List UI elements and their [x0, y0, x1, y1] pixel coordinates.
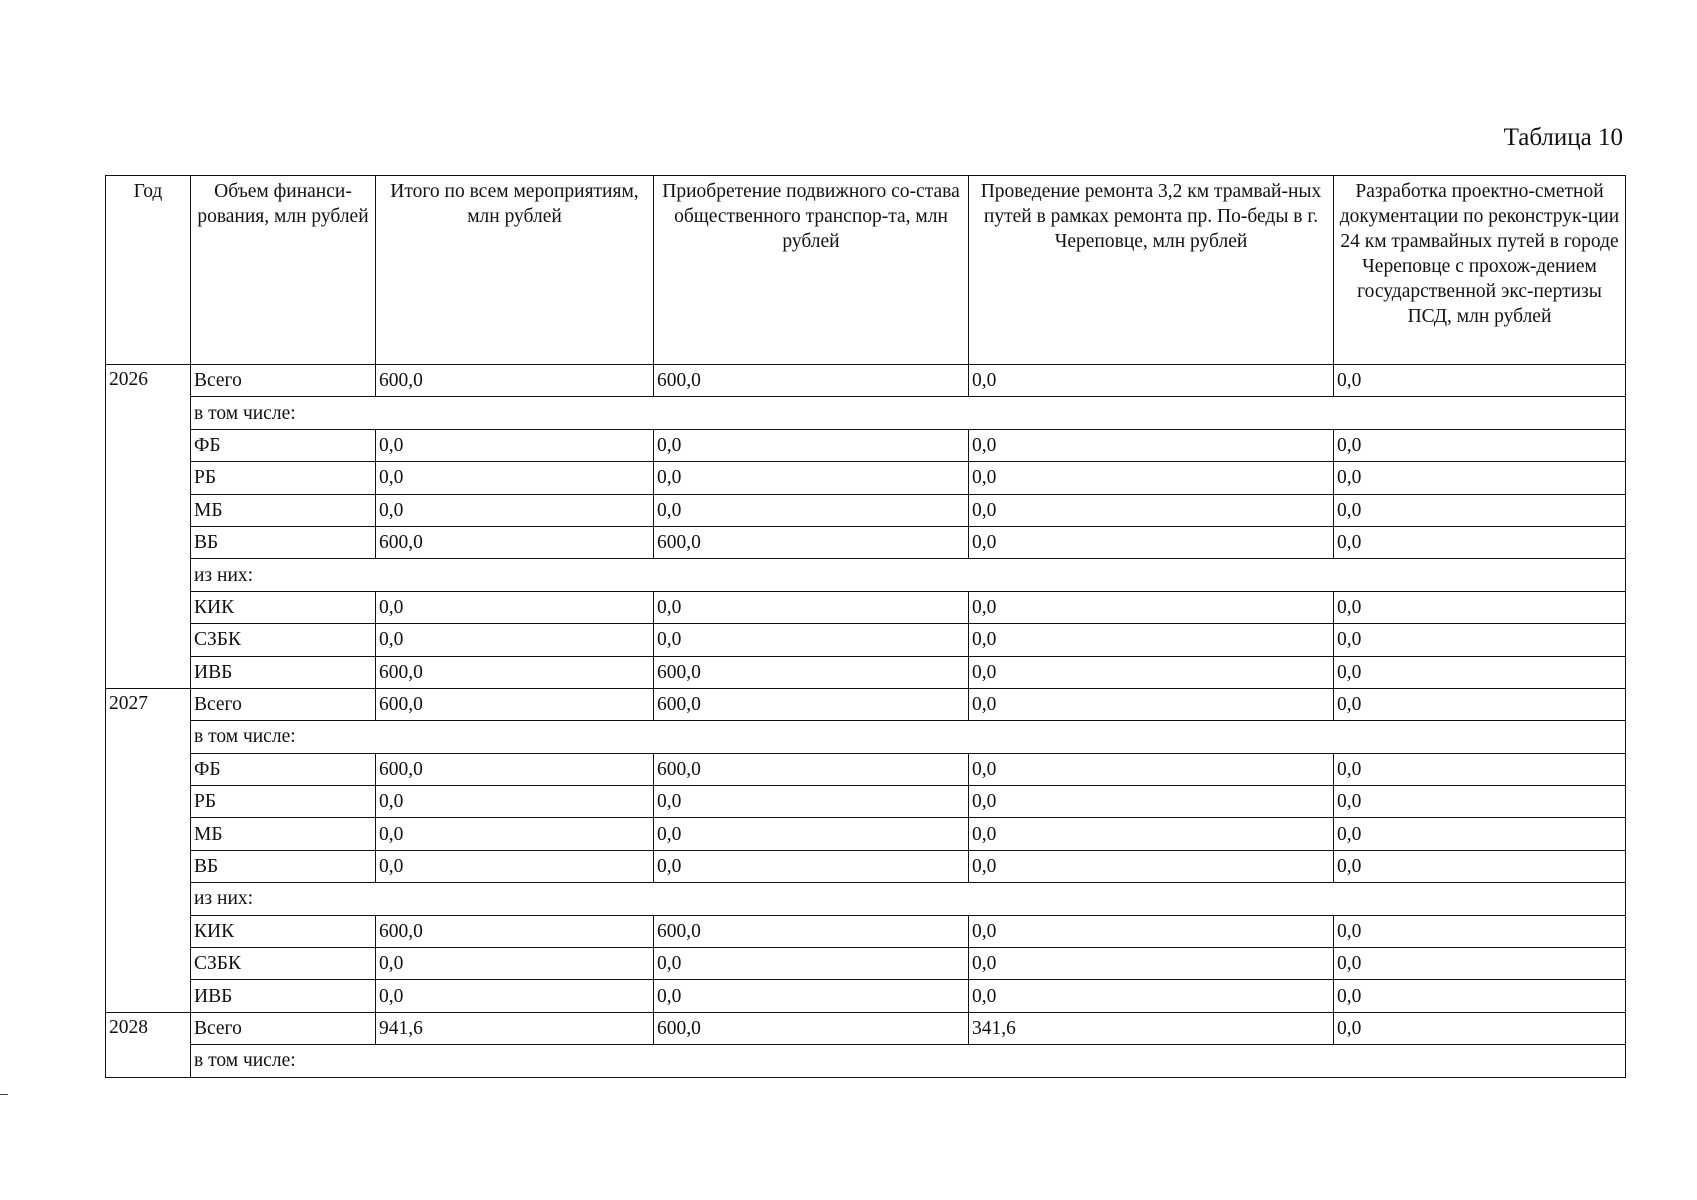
table-row	[106, 721, 1626, 753]
section-label-cell: в том числе:	[191, 397, 1626, 429]
value-cell: 0,0	[969, 688, 1334, 720]
table-row	[106, 1045, 1626, 1077]
funding-source-cell: МБ	[191, 494, 376, 526]
col-header-design-docs: Разработка проектно-сметной документации по реконструк-ции 24 км трамвайных путей в городе Череповце с прохож-дением государственной экс-пертизы ПСД, млн рублей	[1334, 176, 1626, 365]
funding-source-cell: ФБ	[191, 429, 376, 461]
value-cell: 0,0	[376, 818, 654, 850]
header-row	[106, 176, 1626, 365]
value-cell: 0,0	[1334, 1012, 1626, 1044]
financing-table	[105, 175, 1626, 1078]
value-cell: 600,0	[376, 753, 654, 785]
funding-source-cell: РБ	[191, 462, 376, 494]
value-cell: 0,0	[969, 915, 1334, 947]
year-cell: 2028	[106, 1012, 191, 1077]
value-cell: 600,0	[654, 915, 969, 947]
table-row	[106, 948, 1626, 980]
table-row	[106, 397, 1626, 429]
funding-source-cell: ВБ	[191, 526, 376, 558]
value-cell: 0,0	[376, 429, 654, 461]
value-cell: 0,0	[969, 753, 1334, 785]
value-cell: 0,0	[654, 980, 969, 1012]
funding-source-cell: Всего	[191, 688, 376, 720]
table-row	[106, 429, 1626, 461]
value-cell: 600,0	[654, 688, 969, 720]
value-cell: 0,0	[376, 980, 654, 1012]
value-cell: 0,0	[1334, 429, 1626, 461]
table-row	[106, 494, 1626, 526]
value-cell: 0,0	[1334, 753, 1626, 785]
value-cell: 600,0	[376, 915, 654, 947]
table-row	[106, 915, 1626, 947]
value-cell: 0,0	[1334, 980, 1626, 1012]
table-row	[106, 818, 1626, 850]
value-cell: 0,0	[376, 786, 654, 818]
table-row	[106, 786, 1626, 818]
value-cell: 600,0	[376, 526, 654, 558]
value-cell: 0,0	[969, 591, 1334, 623]
table-row	[106, 624, 1626, 656]
page-edge-mark	[0, 1094, 8, 1095]
value-cell: 0,0	[1334, 656, 1626, 688]
funding-source-cell: ИВБ	[191, 656, 376, 688]
section-label-cell: из них:	[191, 883, 1626, 915]
table-row	[106, 980, 1626, 1012]
value-cell: 0,0	[969, 429, 1334, 461]
value-cell: 0,0	[969, 948, 1334, 980]
value-cell: 600,0	[654, 1012, 969, 1044]
value-cell: 0,0	[376, 624, 654, 656]
table-row	[106, 753, 1626, 785]
value-cell: 0,0	[654, 591, 969, 623]
year-cell: 2026	[106, 365, 191, 689]
table-body	[106, 365, 1626, 1078]
table-row	[106, 850, 1626, 882]
funding-source-cell: Всего	[191, 365, 376, 397]
value-cell: 941,6	[376, 1012, 654, 1044]
value-cell: 0,0	[376, 462, 654, 494]
value-cell: 0,0	[376, 591, 654, 623]
value-cell: 600,0	[654, 753, 969, 785]
value-cell: 600,0	[654, 526, 969, 558]
value-cell: 0,0	[1334, 818, 1626, 850]
value-cell: 0,0	[969, 624, 1334, 656]
value-cell: 0,0	[969, 786, 1334, 818]
funding-source-cell: ИВБ	[191, 980, 376, 1012]
value-cell: 0,0	[654, 850, 969, 882]
value-cell: 0,0	[969, 365, 1334, 397]
value-cell: 0,0	[969, 980, 1334, 1012]
value-cell: 600,0	[654, 656, 969, 688]
value-cell: 0,0	[1334, 526, 1626, 558]
value-cell: 0,0	[1334, 786, 1626, 818]
value-cell: 0,0	[1334, 624, 1626, 656]
value-cell: 0,0	[1334, 494, 1626, 526]
value-cell: 0,0	[654, 429, 969, 461]
value-cell: 341,6	[969, 1012, 1334, 1044]
table-row	[106, 462, 1626, 494]
value-cell: 0,0	[1334, 365, 1626, 397]
value-cell: 600,0	[654, 365, 969, 397]
section-label-cell: из них:	[191, 559, 1626, 591]
table-row	[106, 656, 1626, 688]
col-header-total: Итого по всем мероприятиям, млн рублей	[376, 176, 654, 365]
value-cell: 0,0	[654, 462, 969, 494]
value-cell: 600,0	[376, 688, 654, 720]
value-cell: 0,0	[1334, 915, 1626, 947]
funding-source-cell: ВБ	[191, 850, 376, 882]
value-cell: 0,0	[1334, 591, 1626, 623]
table-row	[106, 559, 1626, 591]
funding-source-cell: МБ	[191, 818, 376, 850]
value-cell: 0,0	[654, 494, 969, 526]
value-cell: 0,0	[969, 850, 1334, 882]
table-row	[106, 883, 1626, 915]
funding-source-cell: СЗБК	[191, 624, 376, 656]
value-cell: 0,0	[654, 948, 969, 980]
value-cell: 0,0	[654, 624, 969, 656]
col-header-year: Год	[106, 176, 191, 365]
section-label-cell: в том числе:	[191, 1045, 1626, 1077]
value-cell: 0,0	[654, 818, 969, 850]
value-cell: 0,0	[969, 818, 1334, 850]
value-cell: 0,0	[1334, 948, 1626, 980]
value-cell: 0,0	[969, 526, 1334, 558]
col-header-rolling-stock: Приобретение подвижного со-става общественного транспор-та, млн рублей	[654, 176, 969, 365]
value-cell: 0,0	[1334, 850, 1626, 882]
table-row	[106, 688, 1626, 720]
table-row	[106, 591, 1626, 623]
table-row	[106, 1012, 1626, 1044]
value-cell: 0,0	[654, 786, 969, 818]
value-cell: 0,0	[376, 494, 654, 526]
funding-source-cell: РБ	[191, 786, 376, 818]
value-cell: 0,0	[376, 948, 654, 980]
funding-source-cell: СЗБК	[191, 948, 376, 980]
col-header-tram-repair: Проведение ремонта 3,2 км трамвай-ных путей в рамках ремонта пр. По-беды в г. Череповце, млн рублей	[969, 176, 1334, 365]
section-label-cell: в том числе:	[191, 721, 1626, 753]
value-cell: 600,0	[376, 365, 654, 397]
value-cell: 0,0	[1334, 688, 1626, 720]
table-caption: Таблица 10	[1503, 124, 1623, 151]
funding-source-cell: КИК	[191, 915, 376, 947]
value-cell: 0,0	[1334, 462, 1626, 494]
col-header-funding: Объем финанси-рования, млн рублей	[191, 176, 376, 365]
value-cell: 0,0	[969, 494, 1334, 526]
funding-source-cell: Всего	[191, 1012, 376, 1044]
value-cell: 600,0	[376, 656, 654, 688]
funding-source-cell: КИК	[191, 591, 376, 623]
value-cell: 0,0	[376, 850, 654, 882]
funding-source-cell: ФБ	[191, 753, 376, 785]
table-row	[106, 365, 1626, 397]
value-cell: 0,0	[969, 656, 1334, 688]
value-cell: 0,0	[969, 462, 1334, 494]
table-row	[106, 526, 1626, 558]
year-cell: 2027	[106, 688, 191, 1012]
